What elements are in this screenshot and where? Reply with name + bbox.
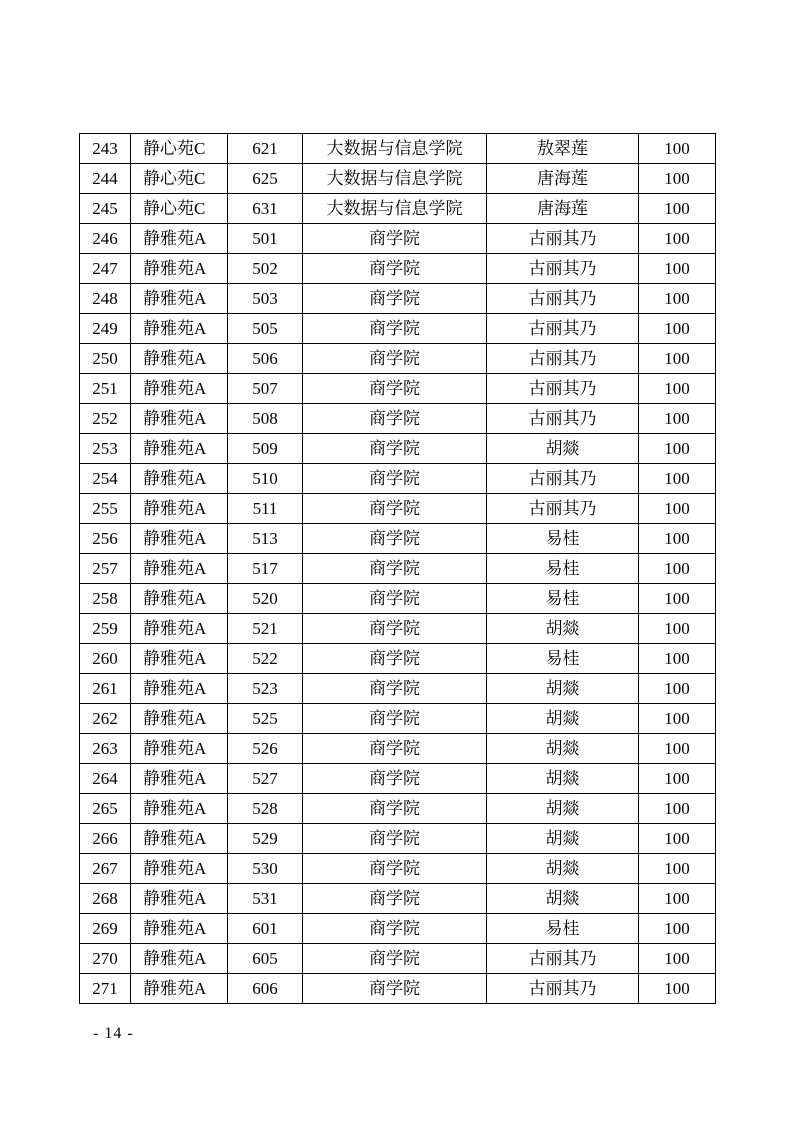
counselor-cell: 易桂 — [487, 554, 639, 584]
row-number-cell: 243 — [80, 134, 131, 164]
score-cell: 100 — [639, 134, 716, 164]
table-row — [80, 704, 716, 734]
score-cell: 100 — [639, 764, 716, 794]
score-cell: 100 — [639, 854, 716, 884]
score-cell: 100 — [639, 974, 716, 1004]
building-cell: 静雅苑A — [131, 734, 228, 764]
score-cell: 100 — [639, 344, 716, 374]
building-cell: 静雅苑A — [131, 584, 228, 614]
score-cell: 100 — [639, 494, 716, 524]
room-cell: 605 — [228, 944, 303, 974]
room-cell: 521 — [228, 614, 303, 644]
score-cell: 100 — [639, 824, 716, 854]
counselor-cell: 胡燚 — [487, 854, 639, 884]
counselor-cell: 易桂 — [487, 644, 639, 674]
room-cell: 505 — [228, 314, 303, 344]
room-cell: 523 — [228, 674, 303, 704]
row-number-cell: 259 — [80, 614, 131, 644]
table-row — [80, 434, 716, 464]
counselor-cell: 古丽其乃 — [487, 494, 639, 524]
table-row — [80, 824, 716, 854]
building-cell: 静雅苑A — [131, 704, 228, 734]
college-cell: 商学院 — [303, 674, 487, 704]
room-cell: 513 — [228, 524, 303, 554]
table-row — [80, 284, 716, 314]
score-cell: 100 — [639, 884, 716, 914]
row-number-cell: 262 — [80, 704, 131, 734]
room-cell: 509 — [228, 434, 303, 464]
college-cell: 商学院 — [303, 314, 487, 344]
counselor-cell: 胡燚 — [487, 734, 639, 764]
score-cell: 100 — [639, 224, 716, 254]
room-cell: 530 — [228, 854, 303, 884]
college-cell: 商学院 — [303, 404, 487, 434]
college-cell: 商学院 — [303, 884, 487, 914]
row-number-cell: 244 — [80, 164, 131, 194]
counselor-cell: 古丽其乃 — [487, 404, 639, 434]
room-cell: 601 — [228, 914, 303, 944]
row-number-cell: 260 — [80, 644, 131, 674]
building-cell: 静雅苑A — [131, 854, 228, 884]
score-cell: 100 — [639, 404, 716, 434]
college-cell: 大数据与信息学院 — [303, 194, 487, 224]
table-row — [80, 944, 716, 974]
room-cell: 503 — [228, 284, 303, 314]
row-number-cell: 267 — [80, 854, 131, 884]
room-cell: 528 — [228, 794, 303, 824]
row-number-cell: 247 — [80, 254, 131, 284]
row-number-cell: 256 — [80, 524, 131, 554]
table-row — [80, 194, 716, 224]
counselor-cell: 胡燚 — [487, 704, 639, 734]
building-cell: 静心苑C — [131, 134, 228, 164]
counselor-cell: 古丽其乃 — [487, 224, 639, 254]
row-number-cell: 258 — [80, 584, 131, 614]
score-cell: 100 — [639, 734, 716, 764]
score-cell: 100 — [639, 614, 716, 644]
row-number-cell: 251 — [80, 374, 131, 404]
page-number: - 14 - — [93, 1025, 134, 1042]
row-number-cell: 264 — [80, 764, 131, 794]
table-row — [80, 494, 716, 524]
room-cell: 631 — [228, 194, 303, 224]
counselor-cell: 古丽其乃 — [487, 374, 639, 404]
building-cell: 静雅苑A — [131, 914, 228, 944]
table-row — [80, 254, 716, 284]
room-cell: 510 — [228, 464, 303, 494]
college-cell: 商学院 — [303, 524, 487, 554]
college-cell: 商学院 — [303, 584, 487, 614]
score-cell: 100 — [639, 554, 716, 584]
row-number-cell: 254 — [80, 464, 131, 494]
college-cell: 大数据与信息学院 — [303, 164, 487, 194]
college-cell: 商学院 — [303, 344, 487, 374]
table-row — [80, 584, 716, 614]
building-cell: 静雅苑A — [131, 554, 228, 584]
building-cell: 静雅苑A — [131, 284, 228, 314]
row-number-cell: 253 — [80, 434, 131, 464]
college-cell: 商学院 — [303, 644, 487, 674]
counselor-cell: 胡燚 — [487, 884, 639, 914]
building-cell: 静雅苑A — [131, 824, 228, 854]
room-cell: 501 — [228, 224, 303, 254]
table-row — [80, 764, 716, 794]
score-cell: 100 — [639, 644, 716, 674]
room-cell: 522 — [228, 644, 303, 674]
college-cell: 商学院 — [303, 284, 487, 314]
room-cell: 508 — [228, 404, 303, 434]
building-cell: 静雅苑A — [131, 434, 228, 464]
counselor-cell: 古丽其乃 — [487, 464, 639, 494]
building-cell: 静雅苑A — [131, 314, 228, 344]
room-cell: 525 — [228, 704, 303, 734]
counselor-cell: 胡燚 — [487, 794, 639, 824]
score-cell: 100 — [639, 704, 716, 734]
room-cell: 506 — [228, 344, 303, 374]
table-row — [80, 554, 716, 584]
table-row — [80, 464, 716, 494]
score-cell: 100 — [639, 524, 716, 554]
row-number-cell: 257 — [80, 554, 131, 584]
room-cell: 529 — [228, 824, 303, 854]
college-cell: 商学院 — [303, 854, 487, 884]
college-cell: 商学院 — [303, 824, 487, 854]
counselor-cell: 古丽其乃 — [487, 344, 639, 374]
score-cell: 100 — [639, 314, 716, 344]
college-cell: 商学院 — [303, 464, 487, 494]
college-cell: 商学院 — [303, 944, 487, 974]
counselor-cell: 易桂 — [487, 524, 639, 554]
college-cell: 商学院 — [303, 704, 487, 734]
counselor-cell: 易桂 — [487, 914, 639, 944]
table-row — [80, 734, 716, 764]
score-cell: 100 — [639, 944, 716, 974]
score-cell: 100 — [639, 794, 716, 824]
building-cell: 静心苑C — [131, 164, 228, 194]
row-number-cell: 270 — [80, 944, 131, 974]
row-number-cell: 271 — [80, 974, 131, 1004]
score-cell: 100 — [639, 164, 716, 194]
table-body — [80, 134, 716, 1004]
college-cell: 大数据与信息学院 — [303, 134, 487, 164]
row-number-cell: 252 — [80, 404, 131, 434]
table-row — [80, 974, 716, 1004]
row-number-cell: 249 — [80, 314, 131, 344]
score-cell: 100 — [639, 374, 716, 404]
college-cell: 商学院 — [303, 374, 487, 404]
table-row — [80, 914, 716, 944]
room-cell: 517 — [228, 554, 303, 584]
room-cell: 625 — [228, 164, 303, 194]
score-cell: 100 — [639, 584, 716, 614]
building-cell: 静雅苑A — [131, 464, 228, 494]
score-cell: 100 — [639, 254, 716, 284]
counselor-cell: 古丽其乃 — [487, 944, 639, 974]
table-row — [80, 644, 716, 674]
college-cell: 商学院 — [303, 494, 487, 524]
building-cell: 静雅苑A — [131, 614, 228, 644]
counselor-cell: 古丽其乃 — [487, 254, 639, 284]
table-row — [80, 524, 716, 554]
counselor-cell: 古丽其乃 — [487, 974, 639, 1004]
counselor-cell: 胡燚 — [487, 824, 639, 854]
score-cell: 100 — [639, 284, 716, 314]
row-number-cell: 245 — [80, 194, 131, 224]
row-number-cell: 250 — [80, 344, 131, 374]
score-cell: 100 — [639, 194, 716, 224]
building-cell: 静雅苑A — [131, 494, 228, 524]
room-cell: 606 — [228, 974, 303, 1004]
table-row — [80, 314, 716, 344]
row-number-cell: 269 — [80, 914, 131, 944]
building-cell: 静雅苑A — [131, 764, 228, 794]
college-cell: 商学院 — [303, 254, 487, 284]
counselor-cell: 古丽其乃 — [487, 284, 639, 314]
room-cell: 507 — [228, 374, 303, 404]
college-cell: 商学院 — [303, 434, 487, 464]
building-cell: 静雅苑A — [131, 974, 228, 1004]
dorm-score-table — [79, 133, 716, 1004]
counselor-cell: 唐海莲 — [487, 194, 639, 224]
table-row — [80, 674, 716, 704]
row-number-cell: 263 — [80, 734, 131, 764]
row-number-cell: 265 — [80, 794, 131, 824]
room-cell: 531 — [228, 884, 303, 914]
college-cell: 商学院 — [303, 554, 487, 584]
college-cell: 商学院 — [303, 794, 487, 824]
counselor-cell: 易桂 — [487, 584, 639, 614]
row-number-cell: 266 — [80, 824, 131, 854]
table-row — [80, 404, 716, 434]
counselor-cell: 胡燚 — [487, 764, 639, 794]
building-cell: 静雅苑A — [131, 794, 228, 824]
room-cell: 527 — [228, 764, 303, 794]
building-cell: 静雅苑A — [131, 884, 228, 914]
row-number-cell: 255 — [80, 494, 131, 524]
row-number-cell: 246 — [80, 224, 131, 254]
counselor-cell: 古丽其乃 — [487, 314, 639, 344]
score-cell: 100 — [639, 674, 716, 704]
college-cell: 商学院 — [303, 914, 487, 944]
table-row — [80, 614, 716, 644]
room-cell: 526 — [228, 734, 303, 764]
building-cell: 静雅苑A — [131, 254, 228, 284]
room-cell: 511 — [228, 494, 303, 524]
score-cell: 100 — [639, 464, 716, 494]
table-row — [80, 794, 716, 824]
building-cell: 静雅苑A — [131, 674, 228, 704]
college-cell: 商学院 — [303, 614, 487, 644]
counselor-cell: 胡燚 — [487, 434, 639, 464]
score-cell: 100 — [639, 434, 716, 464]
building-cell: 静雅苑A — [131, 524, 228, 554]
room-cell: 621 — [228, 134, 303, 164]
row-number-cell: 248 — [80, 284, 131, 314]
building-cell: 静心苑C — [131, 194, 228, 224]
counselor-cell: 胡燚 — [487, 674, 639, 704]
building-cell: 静雅苑A — [131, 374, 228, 404]
building-cell: 静雅苑A — [131, 644, 228, 674]
college-cell: 商学院 — [303, 734, 487, 764]
building-cell: 静雅苑A — [131, 404, 228, 434]
table-row — [80, 224, 716, 254]
college-cell: 商学院 — [303, 224, 487, 254]
counselor-cell: 胡燚 — [487, 614, 639, 644]
building-cell: 静雅苑A — [131, 224, 228, 254]
college-cell: 商学院 — [303, 764, 487, 794]
table-row — [80, 854, 716, 884]
counselor-cell: 敖翠莲 — [487, 134, 639, 164]
room-cell: 502 — [228, 254, 303, 284]
college-cell: 商学院 — [303, 974, 487, 1004]
row-number-cell: 261 — [80, 674, 131, 704]
building-cell: 静雅苑A — [131, 944, 228, 974]
table-row — [80, 344, 716, 374]
table-row — [80, 374, 716, 404]
table-row — [80, 134, 716, 164]
score-cell: 100 — [639, 914, 716, 944]
row-number-cell: 268 — [80, 884, 131, 914]
table-row — [80, 164, 716, 194]
counselor-cell: 唐海莲 — [487, 164, 639, 194]
table-row — [80, 884, 716, 914]
room-cell: 520 — [228, 584, 303, 614]
building-cell: 静雅苑A — [131, 344, 228, 374]
